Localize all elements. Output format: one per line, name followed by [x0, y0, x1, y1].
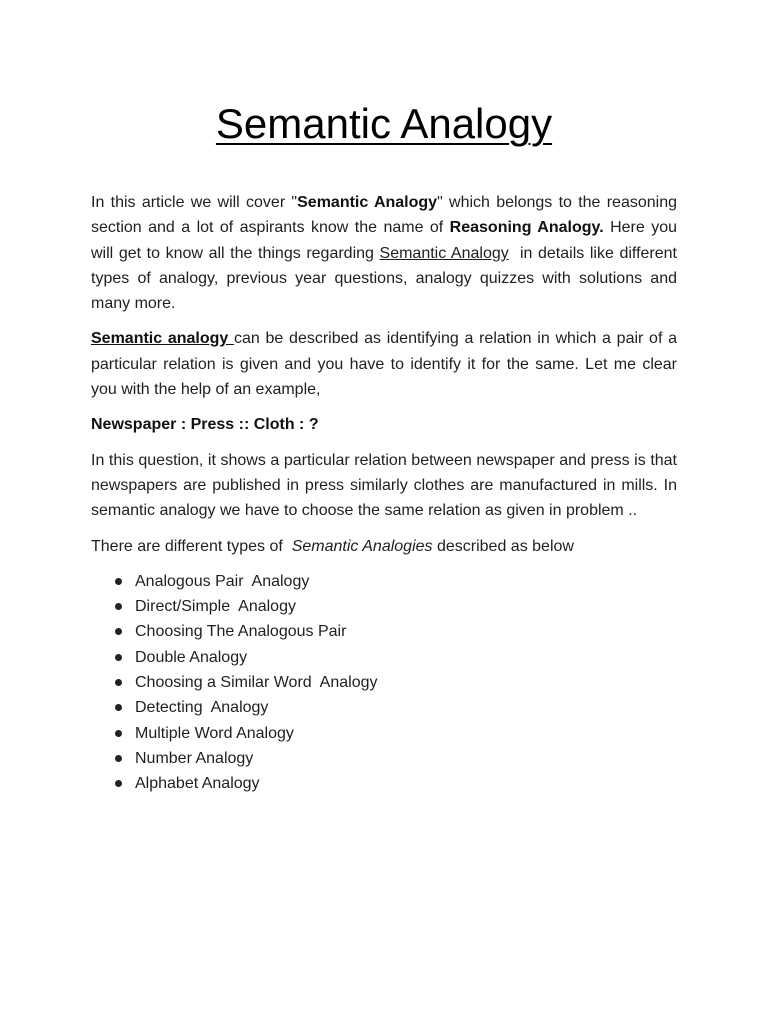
types-intro-italic: Semantic Analogies: [291, 537, 433, 555]
analogy-types-list: [91, 569, 677, 797]
list-item-label: Analogous Pair Analogy: [135, 572, 310, 590]
example-question: Newspaper : Press :: Cloth : ?: [91, 416, 319, 434]
page-title: [0, 96, 768, 152]
list-item: [91, 619, 677, 644]
types-intro-text-1: There are different types of: [91, 537, 292, 555]
list-item: [91, 645, 677, 670]
list-item: [91, 594, 677, 619]
bullet-icon: [115, 704, 122, 711]
list-item-label: Choosing The Analogous Pair: [135, 623, 347, 641]
list-item-label: Number Analogy: [135, 749, 254, 767]
intro-text-3: Here you will get to know all the things regarding: [91, 219, 677, 262]
list-item-label: Double Analogy: [135, 648, 248, 666]
list-item: [91, 721, 677, 746]
bullet-icon: [115, 628, 122, 635]
intro-text-2: " which belongs to the reasoning section and a lot of aspirants know the name of: [91, 194, 678, 237]
intro-underlined-semantic-analogy: Semantic Analogy: [379, 244, 509, 262]
definition-text: can be described as identifying a relation in which a pair of a particular relation is given and you have to identify it for the same. Let me clear you with the help of an example,: [91, 330, 678, 399]
types-intro: [91, 534, 677, 559]
bullet-icon: [115, 654, 122, 661]
bullet-icon: [115, 679, 122, 686]
list-item-label: Direct/Simple Analogy: [135, 598, 296, 616]
list-item: [91, 670, 677, 695]
list-item-label: Multiple Word Analogy: [135, 724, 294, 742]
definition-paragraph: [91, 326, 677, 402]
list-item: [91, 569, 677, 594]
intro-text-1: In this article we will cover ": [91, 194, 298, 211]
bullet-icon: [115, 578, 122, 585]
explanation-paragraph: In this question, it shows a particular relation between newspaper and press is that newspapers are published in press similarly clothes are manufactured in mills. In semantic analogy we have to choose the same relation as given in problem ..: [91, 451, 677, 520]
list-item: [91, 695, 677, 720]
page-title-text: Semantic Analogy: [215, 100, 553, 147]
definition-term: Semantic analogy: [91, 330, 235, 348]
list-item: [91, 746, 677, 771]
intro-bold-semantic-analogy: Semantic Analogy: [297, 194, 438, 211]
intro-bold-reasoning-analogy: Reasoning Analogy.: [449, 219, 604, 237]
list-item: [91, 771, 677, 796]
intro-paragraph: [91, 190, 682, 316]
bullet-icon: [115, 755, 122, 762]
bullet-icon: [115, 603, 122, 610]
list-item-label: Choosing a Similar Word Analogy: [135, 674, 378, 692]
list-item-label: Alphabet Analogy: [135, 775, 260, 793]
bullet-icon: [115, 730, 122, 737]
types-intro-text-2: described as below: [432, 537, 574, 555]
list-item-label: Detecting Analogy: [135, 699, 269, 717]
bullet-icon: [115, 780, 122, 787]
article-body: [91, 190, 682, 797]
intro-text-4: in details like different types of analogy, previous year questions, analogy quizzes with solutions and many more.: [91, 244, 682, 313]
